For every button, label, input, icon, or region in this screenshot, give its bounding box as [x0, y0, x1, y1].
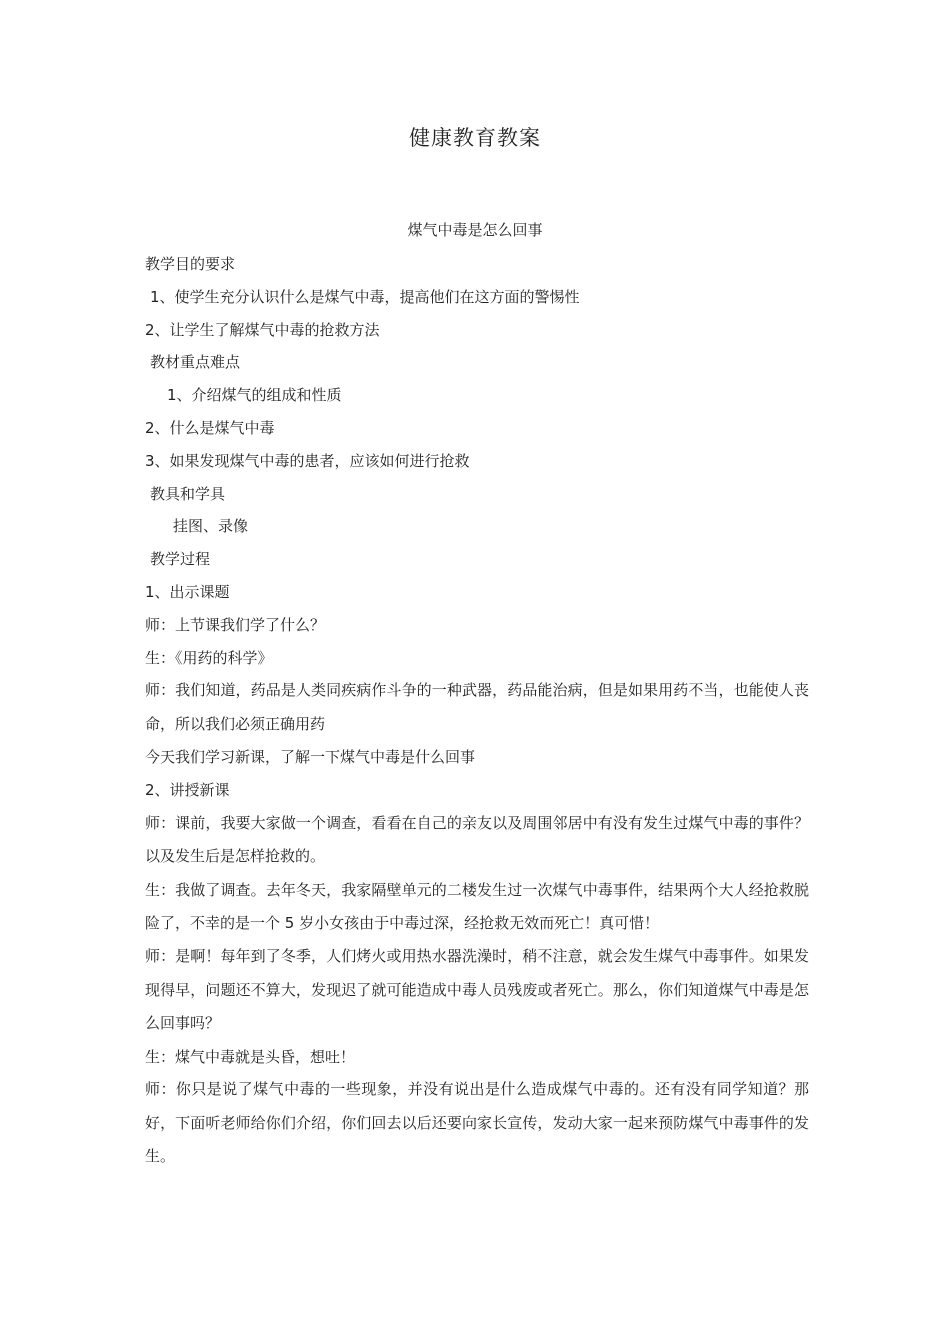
- dialogue-line: 师：上节课我们学了什么？: [145, 615, 326, 634]
- dialogue-line: 今天我们学习新课，了解一下煤气中毒是什么回事: [145, 748, 476, 767]
- dialogue-paragraph: 生：我做了调查。去年冬天，我家隔壁单元的二楼发生过一次煤气中毒事件，结果两个大人经抢救脱险了，不幸的是一个 5 岁小女孩由于中毒过深，经抢救无效而死亡！真可惜！: [145, 880, 809, 932]
- goal-item: 2、让学生了解煤气中毒的抢救方法: [145, 320, 380, 339]
- document-body: [145, 248, 809, 1174]
- process-heading: 教学过程: [150, 550, 211, 569]
- step-heading: 2、讲授新课: [145, 780, 230, 799]
- dialogue-paragraph: 师：课前，我要大家做一个调查，看看在自己的亲友以及周围邻居中有没有发生过煤气中毒的事件？以及发生后是怎样抢救的。: [145, 813, 809, 866]
- key-point-item: 2、什么是煤气中毒: [145, 418, 275, 437]
- tools-heading: 教具和学具: [150, 484, 226, 503]
- goals-heading: 教学目的要求: [145, 255, 236, 273]
- key-point-item: 1、介绍煤气的组成和性质: [167, 386, 342, 405]
- dialogue-line: 生：煤气中毒就是头昏，想吐！: [145, 1047, 356, 1066]
- dialogue-paragraph: 师：你只是说了煤气中毒的一些现象，并没有说出是什么造成煤气中毒的。还有没有同学知道？那好，下面听老师给你们介绍，你们回去以后还要向家长宣传，发动大家一起来预防煤气中毒事件的发生。: [145, 1080, 809, 1166]
- key-points-heading: 教材重点难点: [150, 353, 241, 372]
- step-heading: 1、出示课题: [145, 582, 230, 601]
- goal-item: 1、使学生充分认识什么是煤气中毒，提高他们在这方面的警惕性: [150, 287, 580, 306]
- document-title: 健康教育教案: [409, 126, 541, 150]
- dialogue-paragraph: 师：是啊！每年到了冬季，人们烤火或用热水器洗澡时，稍不注意，就会发生煤气中毒事件。如果发现得早，问题还不算大，发现迟了就可能造成中毒人员残废或者死亡。那么，你们知道煤气中毒是怎么回事吗？: [145, 947, 809, 1033]
- tools-text: 挂图、录像: [173, 517, 249, 536]
- dialogue-paragraph: 师：我们知道，药品是人类同疾病作斗争的一种武器，药品能治病，但是如果用药不当，也能使人丧命，所以我们必须正确用药: [145, 681, 809, 733]
- lesson-subtitle: 煤气中毒是怎么回事: [407, 221, 543, 239]
- key-point-item: 3、如果发现煤气中毒的患者，应该如何进行抢救: [145, 451, 470, 470]
- dialogue-line: 生：《用药的科学》: [145, 648, 273, 667]
